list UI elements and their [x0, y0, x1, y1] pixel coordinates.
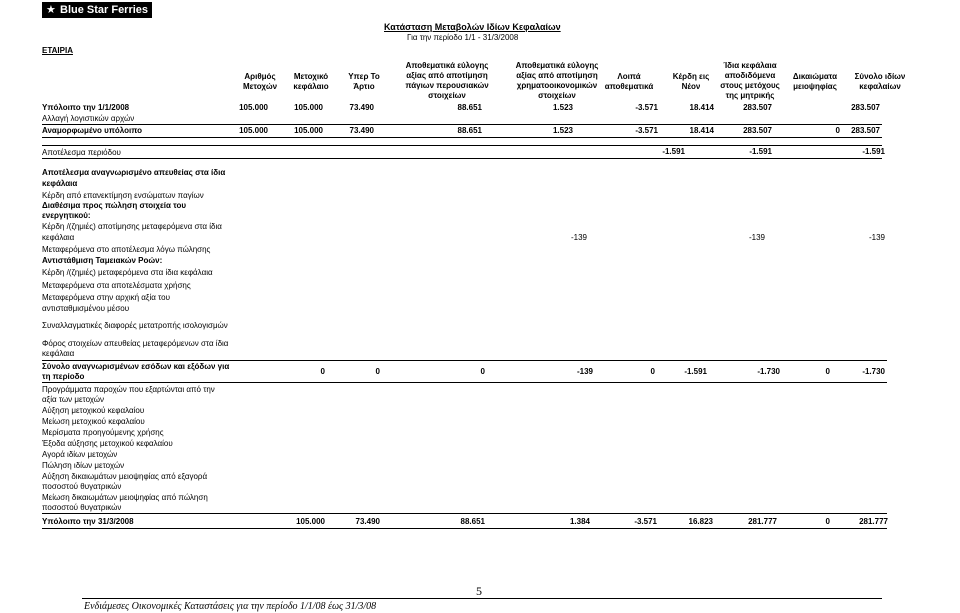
equity-item: ποσοστού θυγατρικών: [42, 482, 122, 491]
col-header-shares: Αριθμός Μετοχών: [242, 72, 278, 91]
divider: [42, 158, 882, 159]
cell: 1.523: [552, 103, 573, 112]
equity-item: Πώληση ιδίων μετοχών: [42, 461, 125, 470]
equity-item: Προγράμματα παροχών που εξαρτώνται από την: [42, 385, 215, 394]
cell: -139: [748, 233, 765, 242]
oci-item: Κέρδη /(ζημιές) μεταφερόμενα στα ίδια κεφάλαια: [42, 268, 213, 277]
divider: [42, 124, 882, 125]
cell: -1.591: [684, 367, 707, 376]
oci-item: Κέρδη από επανεκτίμηση ενσώματων παγίων: [42, 191, 204, 200]
cell: 88.651: [460, 517, 485, 526]
divider: [42, 360, 887, 361]
divider: [42, 137, 882, 138]
oci-title: κεφάλαια: [42, 179, 78, 188]
statement-title: Κατάσταση Μεταβολών Ιδίων Κεφαλαίων: [384, 22, 561, 32]
oci-item: κεφάλαια: [42, 233, 75, 242]
row-period-result-label: Αποτέλεσμα περιόδου: [42, 148, 121, 157]
equity-item: Έξοδα αύξησης μετοχικού κεφαλαίου: [42, 439, 173, 448]
col-header-minority: Δικαιώματα μειοψηφίας: [792, 72, 838, 91]
oci-item: Μεταφερόμενα στα αποτελέσματα χρήσης: [42, 281, 191, 290]
row-policy-change-label: Αλλαγή λογιστικών αρχών: [42, 114, 135, 123]
col-header-share-premium: Υπερ Το Άρτιο: [348, 72, 380, 91]
cell: -1.591: [749, 147, 772, 156]
cell: -1.730: [757, 367, 780, 376]
footer-rule: [82, 598, 882, 599]
equity-item: Αγορά ιδίων μετοχών: [42, 450, 118, 459]
tax-label: Φόρος στοιχείων απευθείας μεταφερόμενων στα ίδια: [42, 339, 229, 348]
row-opening-label: Υπόλοιπο την 1/1/2008: [42, 103, 130, 112]
cell: -3.571: [635, 103, 658, 112]
divider: [42, 513, 887, 514]
cell: 283.507: [851, 103, 880, 112]
divider: [42, 145, 882, 146]
cell: 88.651: [457, 103, 482, 112]
cell: 283.507: [743, 126, 772, 135]
oci-title: Αποτέλεσμα αναγνωρισμένο απευθείας στα ίδια: [42, 168, 226, 177]
cell: 0: [375, 367, 380, 376]
col-header-retained-earnings: Κέρδη εις Νέον: [672, 72, 710, 91]
oci-item: Κέρδη /(ζημιές) αποτίμησης μεταφερόμενα στα ίδια: [42, 222, 222, 231]
col-header-financial-asset-reserve: Αποθεματικά εύλογης αξίας από αποτίμηση χρηματοοικονομικών στοιχείων: [515, 61, 599, 100]
equity-item: αξία των μετοχών: [42, 395, 105, 404]
cell: 105.000: [294, 103, 323, 112]
cell: 18.414: [689, 103, 714, 112]
col-header-fixed-asset-reserve: Αποθεματικά εύλογης αξίας από αποτίμηση πάγιων περουσιακών στοιχείων: [405, 61, 489, 100]
cell: 105.000: [294, 126, 323, 135]
cell: 0: [835, 126, 840, 135]
cell: 16.823: [688, 517, 713, 526]
cell: 0: [825, 517, 830, 526]
row-restated-label: Αναμορφωμένο υπόλοιπο: [42, 126, 143, 135]
total-recognized-label: Σύνολο αναγνωρισμένων εσόδων και εξόδων για: [42, 362, 230, 371]
cell: 0: [480, 367, 485, 376]
oci-item: Μεταφερόμενα στο αποτέλεσμα λόγω πώλησης: [42, 245, 211, 254]
oci-item: αντισταθμισμένου μέσου: [42, 304, 130, 313]
cell: 281.777: [859, 517, 888, 526]
equity-item: Μείωση μετοχικού κεφαλαίου: [42, 417, 145, 426]
cell: 0: [825, 367, 830, 376]
cell: -3.571: [635, 126, 658, 135]
company-logo: [42, 2, 152, 18]
cell: 18.414: [689, 126, 714, 135]
cell: -139: [868, 233, 885, 242]
equity-item: Μείωση δικαιωμάτων μειοψηφίας από πώληση: [42, 493, 208, 502]
col-header-total-equity: Σύνολο ιδίων κεφαλαίων: [854, 72, 906, 91]
footer-note: Ενδιάμεσες Οικονομικές Καταστάσεις για την περίοδο 1/1/08 έως 31/3/08: [84, 601, 377, 612]
divider: [42, 528, 887, 529]
col-header-other-reserves: Λοιπά αποθεματικά: [604, 72, 654, 91]
cell: 283.507: [743, 103, 772, 112]
row-closing-label: Υπόλοιπο την 31/3/2008: [42, 517, 134, 526]
cell: 73.490: [349, 103, 374, 112]
statement-period: Για την περίοδο 1/1 - 31/3/2008: [407, 33, 519, 42]
tax-label: κεφάλαια: [42, 349, 75, 358]
cell: 105.000: [239, 103, 268, 112]
cell: 1.523: [552, 126, 573, 135]
oci-item: Διαθέσιμα προς πώληση στοιχεία του: [42, 201, 187, 210]
equity-item: Αύξηση μετοχικού κεφαλαίου: [42, 406, 145, 415]
oci-item: ενεργητικού:: [42, 211, 91, 220]
cell: 0: [650, 367, 655, 376]
oci-item: Μεταφερόμενα στην αρχική αξία του: [42, 293, 170, 302]
cell: -3.571: [634, 517, 657, 526]
col-header-equity-parent: Ίδια κεφάλαια αποδιδόμενα στους μετόχους της μητρικής: [720, 61, 780, 100]
star-icon: ★: [46, 4, 56, 16]
equity-item: Μερίσματα προηγούμενης χρήσης: [42, 428, 164, 437]
cell: -1.591: [862, 147, 885, 156]
cell: 88.651: [457, 126, 482, 135]
page-number: 5: [476, 584, 482, 598]
cell: 283.507: [851, 126, 880, 135]
col-header-share-capital: Μετοχικό κεφάλαιο: [293, 72, 329, 91]
cell: 73.490: [355, 517, 380, 526]
oci-item: Αντιστάθμιση Ταμειακών Ροών:: [42, 256, 163, 265]
cell: 105.000: [296, 517, 325, 526]
equity-item: ποσοστού θυγατρικών: [42, 503, 122, 512]
cell: 105.000: [239, 126, 268, 135]
cell: -1.591: [662, 147, 685, 156]
cell: -139: [576, 367, 593, 376]
cell: 0: [320, 367, 325, 376]
entity-label: ΕΤΑΙΡΙΑ: [42, 46, 73, 55]
total-recognized-label: τη περίοδο: [42, 372, 85, 381]
cell: 1.384: [569, 517, 590, 526]
cell: -1.730: [862, 367, 885, 376]
divider: [42, 382, 887, 383]
logo-text: Blue Star Ferries: [60, 4, 149, 16]
fx-diff-label: Συναλλαγματικές διαφορές μετατροπής ισολογισμών: [42, 321, 228, 330]
equity-item: Αύξηση δικαιωμάτων μειοψηφίας από εξαγορά: [42, 472, 208, 481]
cell: 281.777: [748, 517, 777, 526]
cell: 73.490: [349, 126, 374, 135]
cell: -139: [570, 233, 587, 242]
